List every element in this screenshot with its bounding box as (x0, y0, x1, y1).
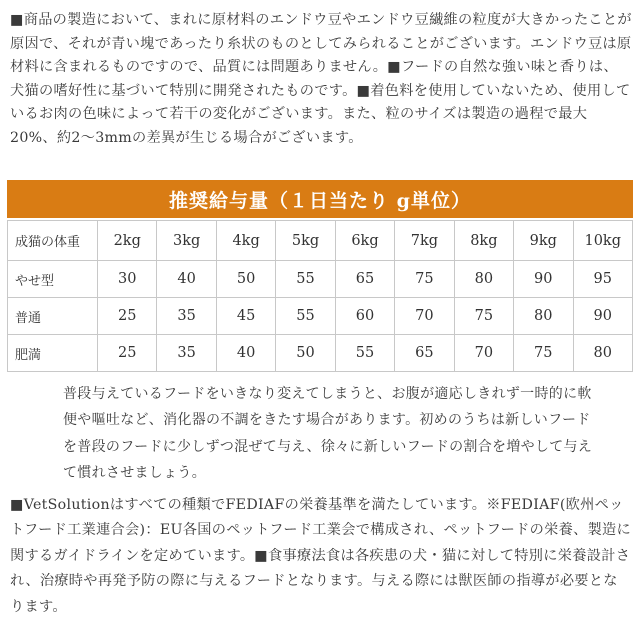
table-cell: 30 (98, 261, 157, 298)
table-cell: 35 (157, 335, 216, 372)
table-cell: 55 (335, 335, 394, 372)
table-cell: 25 (98, 298, 157, 335)
table-cell: 70 (395, 298, 454, 335)
table-cell: 80 (514, 298, 573, 335)
feeding-table (7, 220, 633, 372)
table-cell: 55 (276, 261, 335, 298)
table-cell: 25 (98, 335, 157, 372)
table-row (8, 335, 633, 372)
table-cell: 40 (216, 335, 275, 372)
weight-header: 7kg (395, 221, 454, 261)
table-cell: 55 (276, 298, 335, 335)
feeding-table-title: 推奨給与量（１日当たり g単位） (7, 180, 633, 218)
table-cell: 50 (276, 335, 335, 372)
table-cell: 75 (454, 298, 513, 335)
table-cell: 35 (157, 298, 216, 335)
table-cell: 60 (335, 298, 394, 335)
table-cell: 95 (573, 261, 633, 298)
weight-header: 3kg (157, 221, 216, 261)
table-cell: 80 (454, 261, 513, 298)
weight-header: 5kg (276, 221, 335, 261)
weight-header: 10kg (573, 221, 633, 261)
intro-paragraph: ■商品の製造において、まれに原材料のエンドウ豆やエンドウ豆繊維の粒度が大きかったことが原因で、それが青い塊であったり糸状のものとしてみられることがございます。エンドウ豆は原材料に含まれるものですので、品質には問題ありません。■フードの自然な強い味と香りは、犬猫の嗜好性に基づいて特別に開発されたものです。■着色料を使用していないため、使用しているお肉の色味によって若干の変化がございます。また、粒のサイズは製造の過程で最大20%、約2〜3mmの差異が生じる場合がございます。 (10, 12, 632, 146)
row-label: 肥満 (8, 335, 98, 372)
table-cell: 50 (216, 261, 275, 298)
table-cell: 75 (395, 261, 454, 298)
table-cell: 80 (573, 335, 633, 372)
table-header-row (8, 221, 633, 261)
table-cell: 70 (454, 335, 513, 372)
table-cell: 90 (573, 298, 633, 335)
table-cell: 45 (216, 298, 275, 335)
standards-paragraph: ■VetSolutionはすべての種類でFEDIAFの栄養基準を満たしています。※FEDIAF(欧州ペットフード工業連合会)：EU各国のペットフード工業会で構成され、ペットフードの栄養、製造に関するガイドラインを定めています。■食事療法食は各疾患の犬・猫に対して特別に栄養設計され、治療時や再発予防の際に与えるフードとなります。与える際には獣医師の指導が必要となります。 (10, 497, 632, 615)
table-cell: 40 (157, 261, 216, 298)
corner-label: 成猫の体重 (8, 221, 98, 261)
weight-header: 2kg (98, 221, 157, 261)
table-cell: 90 (514, 261, 573, 298)
weight-header: 9kg (514, 221, 573, 261)
weight-header: 6kg (335, 221, 394, 261)
table-row (8, 261, 633, 298)
table-cell: 65 (335, 261, 394, 298)
row-label: やせ型 (8, 261, 98, 298)
table-cell: 65 (395, 335, 454, 372)
row-label: 普通 (8, 298, 98, 335)
weight-header: 4kg (216, 221, 275, 261)
transition-note-paragraph: 普段与えているフードをいきなり変えてしまうと、お腹が適応しきれず一時的に軟便や嘔吐など、消化器の不調をきたす場合があります。初めのうちは新しいフードを普段のフードに少しずつ混ぜて与え、徐々に新しいフードの割合を増やして与えて慣れさせましょう。 (63, 386, 593, 481)
table-row (8, 298, 633, 335)
table-cell: 75 (514, 335, 573, 372)
weight-header: 8kg (454, 221, 513, 261)
